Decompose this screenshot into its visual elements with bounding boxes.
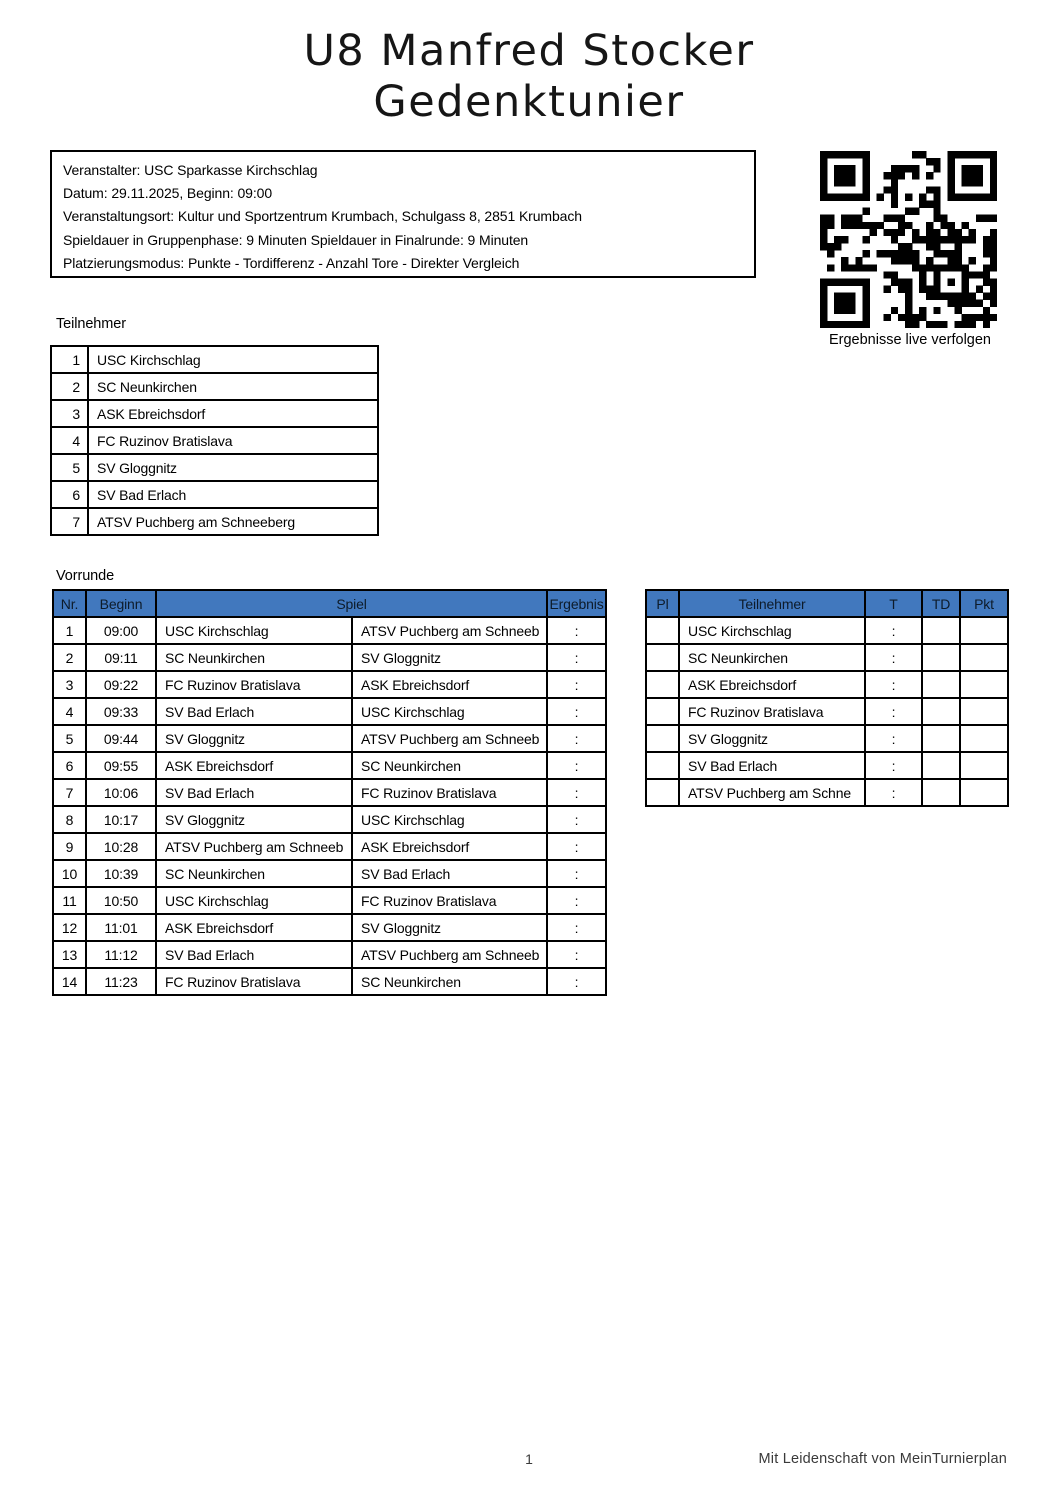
match-home-team: SV Bad Erlach	[156, 698, 352, 725]
participant-row	[51, 454, 378, 481]
match-time: 09:44	[86, 725, 156, 752]
standings-place	[646, 779, 679, 806]
match-row	[53, 968, 606, 995]
match-result: :	[547, 806, 606, 833]
match-time: 11:12	[86, 941, 156, 968]
match-number: 14	[53, 968, 86, 995]
standings-points	[960, 671, 1008, 698]
participant-name: SC Neunkirchen	[88, 373, 378, 400]
standings-row	[646, 725, 1008, 752]
match-row	[53, 806, 606, 833]
match-result: :	[547, 941, 606, 968]
match-result: :	[547, 833, 606, 860]
standings-team: ASK Ebreichsdorf	[679, 671, 865, 698]
standings-goal-diff	[922, 725, 960, 752]
participant-name: ASK Ebreichsdorf	[88, 400, 378, 427]
standings-row	[646, 617, 1008, 644]
match-home-team: SC Neunkirchen	[156, 860, 352, 887]
match-home-team: SV Gloggnitz	[156, 806, 352, 833]
standings-header-pkt: Pkt	[960, 590, 1008, 617]
match-home-team: FC Ruzinov Bratislava	[156, 671, 352, 698]
standings-header-row	[646, 590, 1008, 617]
info-line-veranstaltungsort: Veranstaltungsort: Kultur und Sportzentrum Krumbach, Schulgass 8, 2851 Krumbach	[63, 208, 582, 225]
participants-table	[50, 345, 379, 536]
match-number: 5	[53, 725, 86, 752]
match-row	[53, 779, 606, 806]
footer-credit: Mit Leidenschaft von MeinTurnierplan	[758, 1451, 1007, 1467]
participant-name: ATSV Puchberg am Schneeberg	[88, 508, 378, 535]
schedule-header-ergebnis: Ergebnis	[547, 590, 606, 617]
standings-points	[960, 644, 1008, 671]
vorrunde-label: Vorrunde	[56, 568, 115, 584]
match-home-team: ASK Ebreichsdorf	[156, 752, 352, 779]
schedule-table	[52, 589, 607, 996]
match-away-team: FC Ruzinov Bratislava	[352, 887, 547, 914]
match-time: 10:39	[86, 860, 156, 887]
page-title-line1: U8 Manfred Stocker	[303, 26, 755, 76]
match-row	[53, 698, 606, 725]
standings-header-t: T	[865, 590, 922, 617]
match-result: :	[547, 725, 606, 752]
match-away-team: SV Gloggnitz	[352, 644, 547, 671]
standings-points	[960, 698, 1008, 725]
standings-goals: :	[865, 617, 922, 644]
standings-row	[646, 671, 1008, 698]
standings-points	[960, 725, 1008, 752]
standings-goals: :	[865, 752, 922, 779]
match-away-team: FC Ruzinov Bratislava	[352, 779, 547, 806]
standings-place	[646, 644, 679, 671]
match-home-team: ASK Ebreichsdorf	[156, 914, 352, 941]
standings-header-teilnehmer: Teilnehmer	[679, 590, 865, 617]
standings-goals: :	[865, 779, 922, 806]
standings-row	[646, 752, 1008, 779]
match-away-team: ATSV Puchberg am Schneeb	[352, 725, 547, 752]
match-row	[53, 941, 606, 968]
standings-row	[646, 779, 1008, 806]
standings-row	[646, 644, 1008, 671]
match-home-team: SC Neunkirchen	[156, 644, 352, 671]
match-number: 13	[53, 941, 86, 968]
participant-name: USC Kirchschlag	[88, 346, 378, 373]
page-title	[0, 26, 1058, 128]
match-time: 11:23	[86, 968, 156, 995]
participant-number: 2	[51, 373, 88, 400]
match-result: :	[547, 644, 606, 671]
participants-label: Teilnehmer	[56, 316, 126, 332]
page-number: 1	[525, 1451, 533, 1467]
match-time: 10:17	[86, 806, 156, 833]
standings-table	[645, 589, 1009, 807]
match-result: :	[547, 698, 606, 725]
standings-team: FC Ruzinov Bratislava	[679, 698, 865, 725]
participant-number: 4	[51, 427, 88, 454]
info-line-veranstalter: Veranstalter: USC Sparkasse Kirchschlag	[63, 162, 318, 178]
standings-place	[646, 752, 679, 779]
match-time: 09:33	[86, 698, 156, 725]
standings-goals: :	[865, 644, 922, 671]
standings-place	[646, 617, 679, 644]
match-number: 2	[53, 644, 86, 671]
match-away-team: SC Neunkirchen	[352, 968, 547, 995]
standings-place	[646, 671, 679, 698]
participant-name: SV Gloggnitz	[88, 454, 378, 481]
match-away-team: USC Kirchschlag	[352, 806, 547, 833]
match-row	[53, 725, 606, 752]
match-home-team: USC Kirchschlag	[156, 617, 352, 644]
match-away-team: ASK Ebreichsdorf	[352, 671, 547, 698]
standings-points	[960, 752, 1008, 779]
standings-points	[960, 779, 1008, 806]
match-time: 11:01	[86, 914, 156, 941]
standings-goal-diff	[922, 752, 960, 779]
match-number: 6	[53, 752, 86, 779]
participant-row	[51, 373, 378, 400]
match-row	[53, 617, 606, 644]
match-away-team: USC Kirchschlag	[352, 698, 547, 725]
match-time: 09:22	[86, 671, 156, 698]
standings-goals: :	[865, 725, 922, 752]
schedule-header-spiel: Spiel	[156, 590, 547, 617]
standings-team: SV Gloggnitz	[679, 725, 865, 752]
qr-caption: Ergebnisse live verfolgen	[828, 332, 991, 348]
match-number: 7	[53, 779, 86, 806]
match-time: 09:00	[86, 617, 156, 644]
match-row	[53, 914, 606, 941]
qr-code	[820, 151, 997, 328]
participant-name: SV Bad Erlach	[88, 481, 378, 508]
match-away-team: ATSV Puchberg am Schneeb	[352, 941, 547, 968]
match-time: 10:06	[86, 779, 156, 806]
match-away-team: SV Bad Erlach	[352, 860, 547, 887]
standings-team: ATSV Puchberg am Schne	[679, 779, 865, 806]
participant-row	[51, 427, 378, 454]
match-time: 09:55	[86, 752, 156, 779]
standings-points	[960, 617, 1008, 644]
match-row	[53, 644, 606, 671]
match-result: :	[547, 968, 606, 995]
match-number: 11	[53, 887, 86, 914]
page-title-line2: Gedenktunier	[373, 77, 685, 127]
match-row	[53, 833, 606, 860]
schedule-header-beginn: Beginn	[86, 590, 156, 617]
participant-number: 5	[51, 454, 88, 481]
participant-row	[51, 346, 378, 373]
match-row	[53, 860, 606, 887]
schedule-header-nr: Nr.	[53, 590, 86, 617]
match-time: 10:28	[86, 833, 156, 860]
participant-number: 3	[51, 400, 88, 427]
match-away-team: ASK Ebreichsdorf	[352, 833, 547, 860]
standings-goal-diff	[922, 617, 960, 644]
qr-code-icon	[820, 151, 997, 328]
match-number: 10	[53, 860, 86, 887]
match-time: 10:50	[86, 887, 156, 914]
participant-number: 1	[51, 346, 88, 373]
match-home-team: USC Kirchschlag	[156, 887, 352, 914]
match-row	[53, 887, 606, 914]
standings-goal-diff	[922, 644, 960, 671]
match-number: 4	[53, 698, 86, 725]
match-number: 8	[53, 806, 86, 833]
match-number: 3	[53, 671, 86, 698]
standings-goal-diff	[922, 698, 960, 725]
standings-goal-diff	[922, 779, 960, 806]
match-result: :	[547, 617, 606, 644]
match-row	[53, 752, 606, 779]
match-result: :	[547, 914, 606, 941]
standings-goals: :	[865, 671, 922, 698]
standings-team: SV Bad Erlach	[679, 752, 865, 779]
standings-team: SC Neunkirchen	[679, 644, 865, 671]
participant-row	[51, 481, 378, 508]
standings-header-td: TD	[922, 590, 960, 617]
match-away-team: SV Gloggnitz	[352, 914, 547, 941]
match-result: :	[547, 779, 606, 806]
match-number: 12	[53, 914, 86, 941]
match-result: :	[547, 752, 606, 779]
match-away-team: SC Neunkirchen	[352, 752, 547, 779]
match-away-team: ATSV Puchberg am Schneeb	[352, 617, 547, 644]
participant-number: 6	[51, 481, 88, 508]
match-home-team: SV Bad Erlach	[156, 941, 352, 968]
standings-row	[646, 698, 1008, 725]
info-line-spieldauer: Spieldauer in Gruppenphase: 9 Minuten Spieldauer in Finalrunde: 9 Minuten	[63, 231, 529, 248]
match-result: :	[547, 860, 606, 887]
match-home-team: SV Gloggnitz	[156, 725, 352, 752]
participant-row	[51, 400, 378, 427]
participant-name: FC Ruzinov Bratislava	[88, 427, 378, 454]
participant-number: 7	[51, 508, 88, 535]
participant-row	[51, 508, 378, 535]
standings-goal-diff	[922, 671, 960, 698]
standings-place	[646, 725, 679, 752]
standings-header-pl: Pl	[646, 590, 679, 617]
match-number: 9	[53, 833, 86, 860]
info-line-platzierungsmodus: Platzierungsmodus: Punkte - Tordifferenz - Anzahl Tore - Direkter Vergleich	[63, 254, 520, 271]
match-home-team: SV Bad Erlach	[156, 779, 352, 806]
standings-place	[646, 698, 679, 725]
standings-goals: :	[865, 698, 922, 725]
schedule-header-row	[53, 590, 606, 617]
match-number: 1	[53, 617, 86, 644]
match-home-team: FC Ruzinov Bratislava	[156, 968, 352, 995]
match-row	[53, 671, 606, 698]
tournament-info-box	[50, 150, 756, 278]
match-result: :	[547, 671, 606, 698]
match-time: 09:11	[86, 644, 156, 671]
info-line-datum: Datum: 29.11.2025, Beginn: 09:00	[63, 185, 273, 202]
match-result: :	[547, 887, 606, 914]
standings-team: USC Kirchschlag	[679, 617, 865, 644]
match-home-team: ATSV Puchberg am Schneeb	[156, 833, 352, 860]
